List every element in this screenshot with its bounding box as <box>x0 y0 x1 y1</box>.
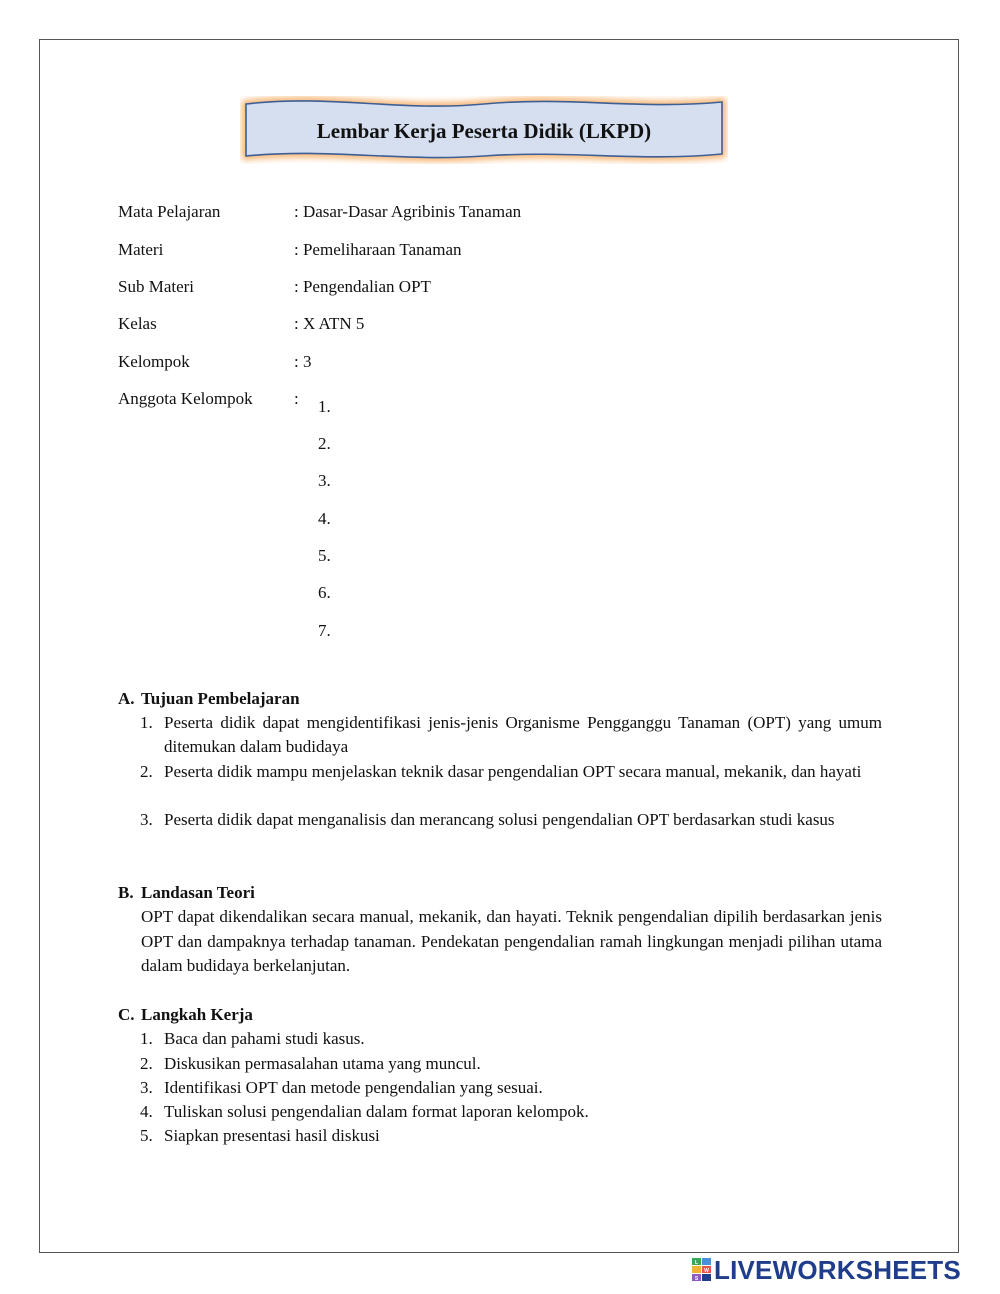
section-c-heading <box>118 1004 253 1026</box>
member-number: 1. <box>318 397 331 416</box>
member-number: 2. <box>318 434 331 453</box>
liveworksheets-logo-icon <box>692 1258 712 1282</box>
list-text: Tuliskan solusi pengendalian dalam format laporan kelompok. <box>164 1102 589 1121</box>
section-title: Tujuan Pembelajaran <box>141 689 300 708</box>
brand-name: LIVEWORKSHEETS <box>714 1254 961 1285</box>
list-number: 5. <box>140 1126 153 1145</box>
list-item <box>140 1124 882 1148</box>
info-value: : Dasar-Dasar Agribinis Tanaman <box>294 202 522 221</box>
list-number: 2. <box>140 1054 153 1073</box>
info-value: : <box>294 389 299 408</box>
list-text: Siapkan presentasi hasil diskusi <box>164 1126 380 1145</box>
info-label: Kelas <box>118 314 157 333</box>
section-b-heading <box>118 882 255 904</box>
list-number: 1. <box>140 713 153 732</box>
member-number: 5. <box>318 546 331 565</box>
info-label: Kelompok <box>118 352 190 371</box>
info-label: Sub Materi <box>118 277 195 296</box>
list-item <box>140 711 882 759</box>
list-item <box>140 1052 882 1076</box>
list-item <box>140 1100 882 1124</box>
list-item <box>140 1027 882 1051</box>
list-item <box>140 808 882 832</box>
list-text: Diskusikan permasalahan utama yang muncul. <box>164 1054 481 1073</box>
list-text: Peserta didik dapat menganalisis dan merancang solusi pengendalian OPT berdasarkan studi kasus <box>164 810 835 829</box>
logo-letter: S <box>694 1276 699 1282</box>
member-number: 7. <box>318 621 331 640</box>
logo-letter: W <box>704 1268 709 1274</box>
info-label: Anggota Kelompok <box>118 389 253 408</box>
info-label: Mata Pelajaran <box>118 202 221 221</box>
list-number: 3. <box>140 1078 153 1097</box>
list-text: Identifikasi OPT dan metode pengendalian yang sesuai. <box>164 1078 543 1097</box>
logo-letter: L <box>694 1260 699 1266</box>
member-number: 3. <box>318 471 331 490</box>
list-text: Peserta didik mampu menjelaskan teknik dasar pengendalian OPT secara manual, mekanik, dan hayati <box>164 762 862 781</box>
list-number: 2. <box>140 762 153 781</box>
list-number: 3. <box>140 810 153 829</box>
list-text: Baca dan pahami studi kasus. <box>164 1029 365 1048</box>
list-item <box>140 1076 882 1100</box>
info-label: Materi <box>118 240 164 259</box>
member-number: 6. <box>318 583 331 602</box>
section-letter: B. <box>118 883 134 902</box>
member-number: 4. <box>318 509 331 528</box>
info-value: : 3 <box>294 352 312 371</box>
page-title: Lembar Kerja Peserta Didik (LKPD) <box>316 118 652 143</box>
section-title: Landasan Teori <box>141 883 255 902</box>
liveworksheets-watermark[interactable] <box>692 1255 961 1285</box>
section-a-heading <box>118 688 300 710</box>
section-letter: C. <box>118 1005 135 1024</box>
info-value: : Pemeliharaan Tanaman <box>294 240 462 259</box>
info-value: : X ATN 5 <box>294 314 365 333</box>
list-number: 4. <box>140 1102 153 1121</box>
section-letter: A. <box>118 689 135 708</box>
title-banner <box>240 96 728 164</box>
list-item <box>140 760 882 784</box>
list-text: Peserta didik dapat mengidentifikasi jenis-jenis Organisme Pengganggu Tanaman (OPT) yang umum ditemukan dalam budidaya <box>164 713 882 756</box>
section-title: Langkah Kerja <box>141 1005 253 1024</box>
info-value: : Pengendalian OPT <box>294 277 431 296</box>
list-number: 1. <box>140 1029 153 1048</box>
section-b-paragraph: OPT dapat dikendalikan secara manual, mekanik, dan hayati. Teknik pengendalian dipilih berdasarkan jenis OPT dan dampaknya terhadap tanaman. Pendekatan pengendalian ramah lingkungan menjadi pilihan utama dalam budidaya berkelanjutan. <box>141 907 882 975</box>
